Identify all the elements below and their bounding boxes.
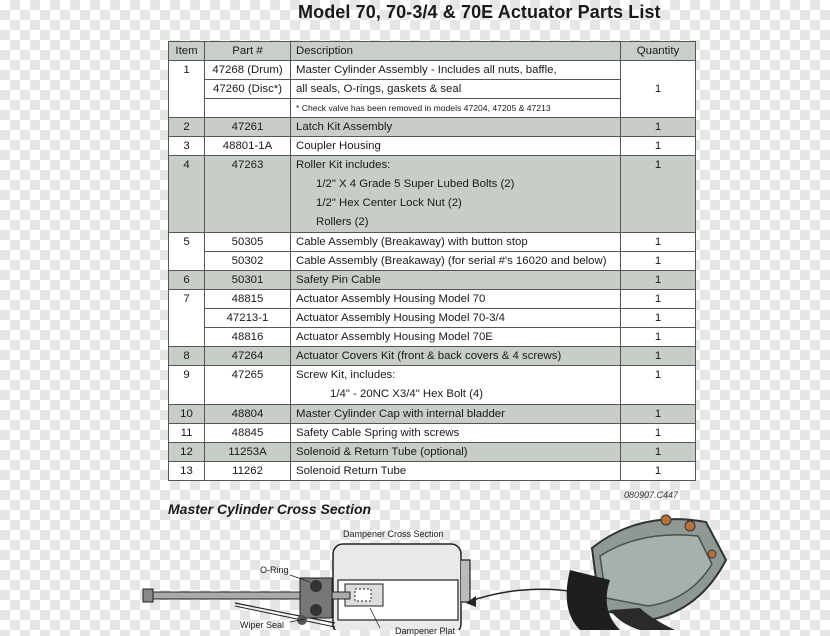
table-row [169,252,696,271]
table-row [169,366,696,405]
part-cell: 48816 [205,328,291,347]
quantity-cell: 1 [621,462,696,481]
label-dampener-plate: Dampener Plat [395,626,456,636]
table-row [169,405,696,424]
quantity-cell: 1 [621,347,696,366]
part-cell: 48845 [205,424,291,443]
part-cell: 48801-1A [205,137,291,156]
table-row [169,347,696,366]
header-quantity: Quantity [621,42,696,61]
item-cell: 4 [169,156,205,233]
quantity-cell: 1 [621,271,696,290]
description-cell: Actuator Covers Kit (front & back covers & 4 screws) [291,347,621,366]
description-line: Roller Kit includes: [296,159,391,171]
label-wiper-seal: Wiper Seal [240,620,285,630]
label-dampener-cross-section: Dampener Cross Section [343,529,444,539]
part-cell: 11262 [205,462,291,481]
description-line: Screw Kit, includes: [296,369,396,381]
description-cell: Cable Assembly (Breakaway) with button stop [291,233,621,252]
o-ring [310,604,322,616]
quantity-cell: 1 [621,252,696,271]
table-row [169,309,696,328]
part-cell: 50305 [205,233,291,252]
quantity-cell: 1 [621,118,696,137]
quantity-cell: 1 [621,137,696,156]
description-cell [291,366,621,405]
item-cell: 11 [169,424,205,443]
description-cell: Solenoid Return Tube [291,462,621,481]
header-part: Part # [205,42,291,61]
description-cell: Latch Kit Assembly [291,118,621,137]
o-ring [310,580,322,592]
description-note: * Check valve has been removed in models 47204, 47205 & 47213 [291,99,621,118]
label-o-ring: O-Ring [260,565,289,575]
part-cell: 48815 [205,290,291,309]
quantity-cell: 1 [621,443,696,462]
part-cell: 47263 [205,156,291,233]
table-row [169,462,696,481]
description-cell: Safety Cable Spring with screws [291,424,621,443]
part-cell: 50301 [205,271,291,290]
rod-end [143,589,153,602]
item-cell: 13 [169,462,205,481]
terminal-icon [708,550,716,558]
item-cell: 8 [169,347,205,366]
part-cell: 47265 [205,366,291,405]
description-cell: Master Cylinder Assembly - Includes all nuts, baffle, [291,61,621,80]
item-cell: 6 [169,271,205,290]
item-cell: 1 [169,61,205,118]
description-cell: Master Cylinder Cap with internal bladder [291,405,621,424]
callout-arrow [468,589,576,602]
quantity-cell: 1 [621,156,696,233]
description-cell: all seals, O-rings, gaskets & seal [291,80,621,99]
table-header-row [169,42,696,61]
description-subline: 1/4" - 20NC X3/4" Hex Bolt (4) [330,388,484,400]
part-cell: 47260 (Disc*) [205,80,291,99]
drawing-code: 080907.C447 [624,490,679,500]
description-cell: Coupler Housing [291,137,621,156]
quantity-cell: 1 [621,290,696,309]
table-row [169,80,696,99]
header-item: Item [169,42,205,61]
table-row [169,328,696,347]
item-cell: 7 [169,290,205,347]
part-cell: 47213-1 [205,309,291,328]
parts-table [168,41,696,481]
table-row [169,156,696,233]
description-subline: 1/2" X 4 Grade 5 Super Lubed Bolts (2) [316,178,515,190]
part-cell: 50302 [205,252,291,271]
table-row [169,99,696,118]
item-cell: 3 [169,137,205,156]
part-cell: 47268 (Drum) [205,61,291,80]
housing-flange [461,560,470,602]
quantity-cell: 1 [621,309,696,328]
table-row [169,290,696,309]
piston-bore [355,589,371,601]
part-cell: 48804 [205,405,291,424]
description-cell: Actuator Assembly Housing Model 70 [291,290,621,309]
table-row [169,61,696,80]
quantity-cell: 1 [621,61,696,118]
description-subline: Rollers (2) [316,216,369,228]
description-cell: Safety Pin Cable [291,271,621,290]
description-subline: 1/2" Hex Center Lock Nut (2) [316,197,462,209]
part-cell: 47264 [205,347,291,366]
description-cell: Actuator Assembly Housing Model 70-3/4 [291,309,621,328]
item-cell: 10 [169,405,205,424]
description-cell: Cable Assembly (Breakaway) (for serial #'s 16020 and below) [291,252,621,271]
section-title: Master Cylinder Cross Section [168,501,372,517]
quantity-cell: 1 [621,233,696,252]
table-row [169,271,696,290]
table-row [169,424,696,443]
quantity-cell: 1 [621,366,696,405]
description-cell: Solenoid & Return Tube (optional) [291,443,621,462]
item-cell: 5 [169,233,205,271]
quantity-cell: 1 [621,328,696,347]
item-cell: 12 [169,443,205,462]
item-cell: 9 [169,366,205,405]
quantity-cell: 1 [621,405,696,424]
part-cell: 11253A [205,443,291,462]
table-row [169,118,696,137]
table-row [169,233,696,252]
header-description: Description [291,42,621,61]
table-row [169,443,696,462]
cross-section-drawing [0,500,830,630]
terminal-icon [661,515,671,525]
description-cell: Actuator Assembly Housing Model 70E [291,328,621,347]
page-title: Model 70, 70-3/4 & 70E Actuator Parts List [298,2,661,22]
description-cell [291,156,621,233]
part-cell: 47261 [205,118,291,137]
quantity-cell: 1 [621,424,696,443]
terminal-icon [685,521,695,531]
table-row [169,137,696,156]
item-cell: 2 [169,118,205,137]
